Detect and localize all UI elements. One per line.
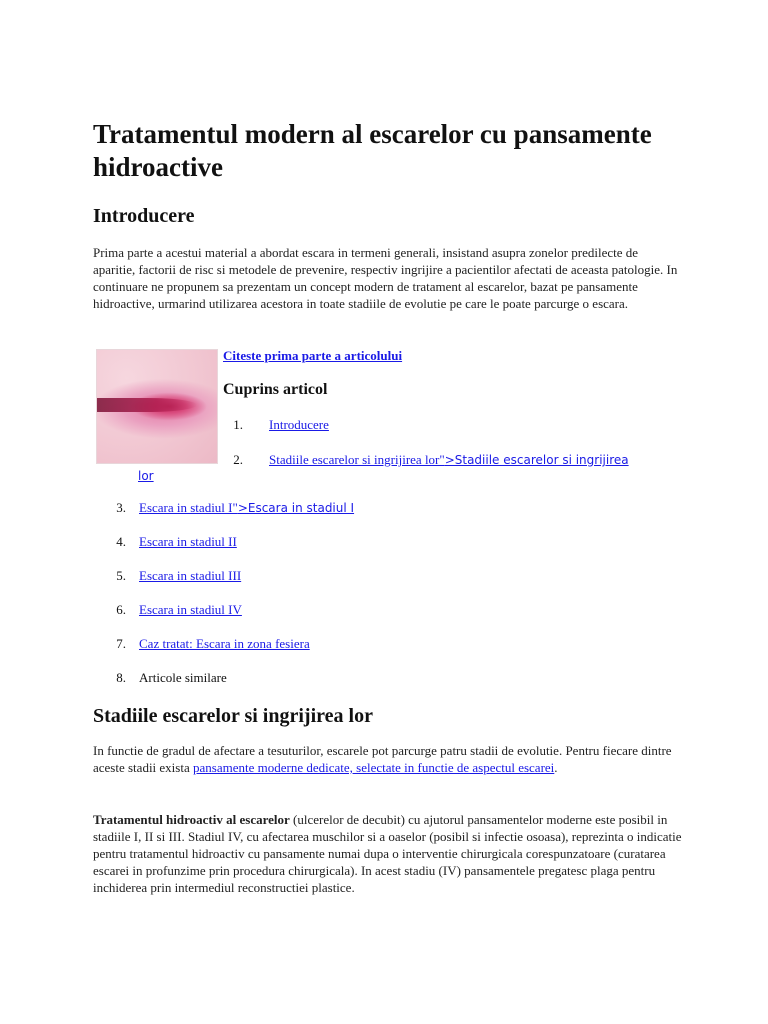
toc-item-number: 7. (116, 636, 126, 651)
para2-bold-lead: Tratamentul hidroactiv al escarelor (93, 812, 290, 827)
page-title: Tratamentul modern al escarelor cu pansamente hidroactive (93, 119, 652, 182)
toc-item-2-line-2 (138, 467, 154, 485)
para1-text-start: In functie de gradul de afectare a tesuturilor, escarele pot parcurge patru stadii de evolutie. Pentru fiecare dintre aceste stadii exista (93, 743, 672, 775)
toc-item-number: 1. (233, 417, 243, 432)
article-thumbnail-image (96, 349, 218, 464)
modern-dressings-link[interactable]: pansamente moderne dedicate, selectate in functie de aspectul escarei (193, 760, 555, 775)
lip-lesion-shape (97, 398, 197, 412)
toc-item-number: 2. (233, 452, 243, 467)
toc-link-stadiul-3[interactable]: Escara in stadiul III (139, 568, 242, 583)
toc-item-number: 3. (116, 500, 126, 515)
para1-text-end: . (554, 760, 558, 775)
read-first-part-link[interactable]: Citeste prima parte a articolului (223, 348, 403, 363)
toc-link-caz-tratat[interactable]: Caz tratat: Escara in zona fesiera (139, 636, 310, 651)
toc-heading: Cuprins articol (223, 381, 328, 398)
para2-text: (ulcerelor de decubit) cu ajutorul pansamentelor moderne este posibil in stadiile I, II si III. Stadiul IV, cu afectarea muschilor si a oaselor (posibil si infectie osoasa), reprezinta o indicatie pentru tratamentul hidroactiv cu pansamente numai dupa o interventie chirurgicala corespunzatoare (curatarea escarei in profunzime prin procedura chirurgicala). In acest stadiu (IV) pansamentele pregatesc plaga pentru inchiderea prin intermediul reconstructiei plastice. (93, 812, 682, 895)
stadii-paragraph-1 (93, 742, 683, 776)
section-heading-stadii: Stadiile escarelor si ingrijirea lor (93, 705, 373, 727)
intro-heading: Introducere (93, 205, 195, 227)
toc-link-stadiul-1-extra[interactable]: >Escara in stadiul I (237, 501, 355, 515)
toc-item-number: 8. (116, 670, 126, 685)
stadii-paragraph-2 (93, 811, 683, 896)
toc-item-number: 5. (116, 568, 126, 583)
toc-item-number: 4. (116, 534, 126, 549)
intro-paragraph: Prima parte a acestui material a abordat escara in termeni generali, insistand asupra zonelor predilecte de aparitie, factorii de risc si metodele de prevenire, respectiv ingrijire a pacientilor afectati de aceasta patologie. In continuare ne propunem sa prezentam un concept modern de tratament al escarelor, bazat pe pansamente hidroactive, urmarind utilizarea acestora in toate stadiile de evolutie pe care le poate parcurge o escara. (93, 245, 678, 311)
toc-link-stadiile-extra[interactable]: >Stadiile escarelor si ingrijirea (444, 453, 629, 467)
toc-link-stadiile[interactable]: Stadiile escarelor si ingrijirea lor" (269, 452, 445, 467)
toc-item-number: 6. (116, 602, 126, 617)
toc-link-stadiile-extra-wrap[interactable]: lor (138, 469, 154, 483)
toc-item-2-line-1 (269, 451, 629, 469)
read-first-part-link-wrapper (223, 347, 402, 364)
toc-link-stadiul-4[interactable]: Escara in stadiul IV (139, 602, 242, 617)
toc-link-introducere[interactable]: Introducere (269, 417, 329, 432)
toc-link-stadiul-1[interactable]: Escara in stadiul I" (139, 500, 238, 515)
toc-link-stadiul-2[interactable]: Escara in stadiul II (139, 534, 237, 549)
toc-text-articole-similare: Articole similare (139, 670, 227, 685)
